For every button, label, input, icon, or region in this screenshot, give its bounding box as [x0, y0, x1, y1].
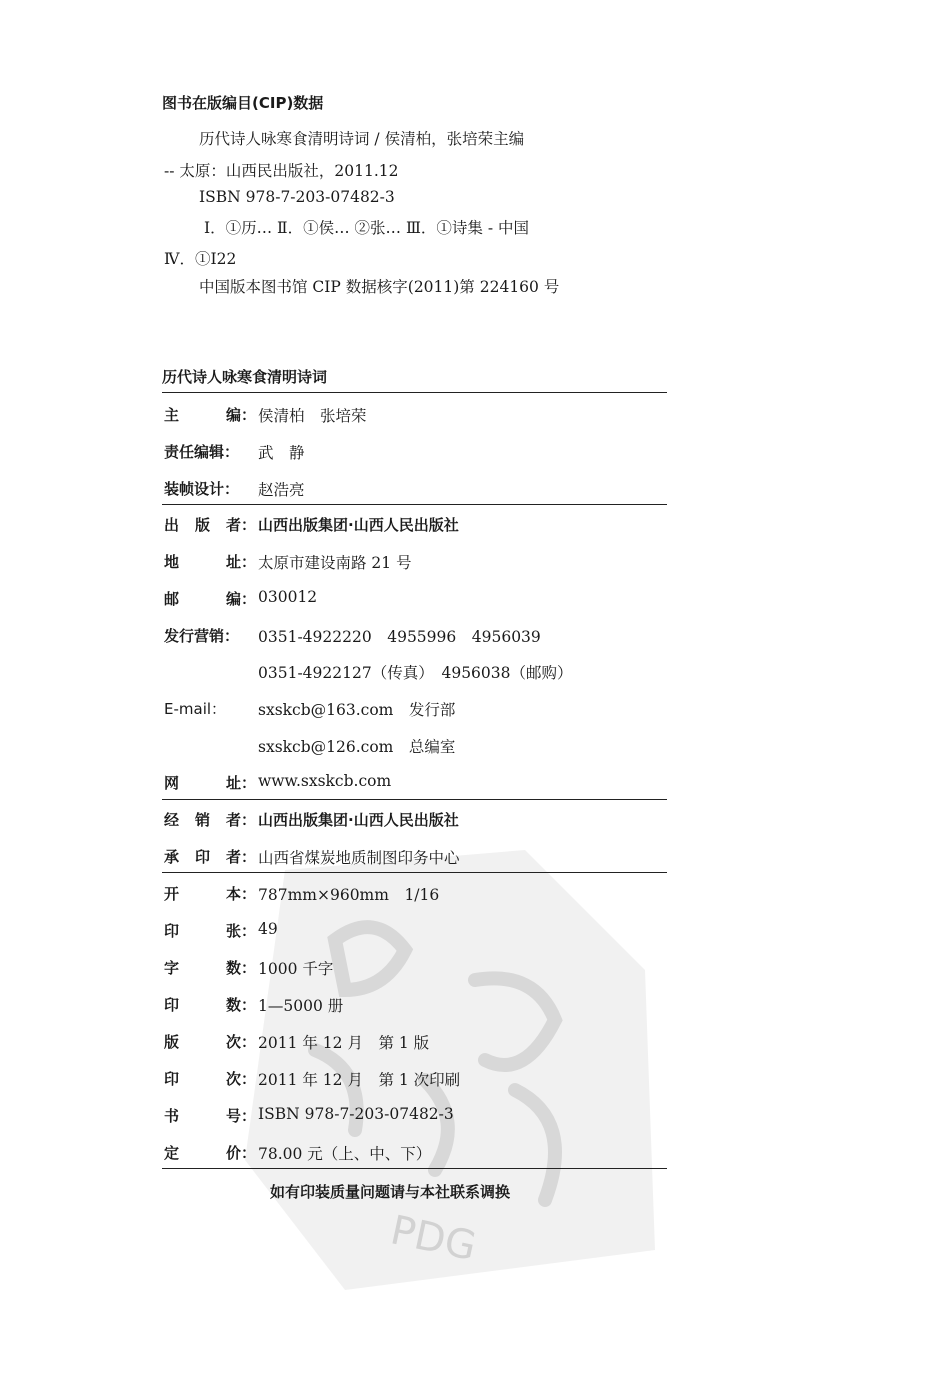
cip-line-3: ISBN 978-7-203-07482-3: [199, 188, 395, 206]
impression-value: 2011 年 12 月 第 1 次印刷: [258, 1071, 461, 1089]
address-label: 地 址：: [164, 553, 256, 571]
edition-value: 2011 年 12 月 第 1 版: [258, 1034, 430, 1052]
divider: [162, 1168, 667, 1169]
book-title: 历代诗人咏寒食清明诗词: [162, 368, 328, 386]
edition-label: 版 次：: [164, 1033, 256, 1051]
cip-line-5: Ⅳ．①I22: [164, 250, 237, 268]
distributor-value: 山西出版集团·山西人民出版社: [258, 811, 459, 829]
sheets-value: 49: [258, 920, 278, 938]
sales-label: 发行营销：: [164, 627, 240, 645]
format-label: 开 本：: [164, 885, 256, 903]
sales-value-2: 0351-4922127（传真） 4956038（邮购）: [258, 664, 573, 682]
email-value: sxskcb@163.com 发行部: [258, 701, 456, 719]
website-label: 网 址：: [164, 774, 256, 792]
watermark-text: PDG: [386, 1207, 481, 1271]
website-value: www.sxskcb.com: [258, 772, 392, 790]
divider: [162, 504, 667, 505]
printer-value: 山西省煤炭地质制图印务中心: [258, 849, 460, 867]
sales-value: 0351-4922220 4955996 4956039: [258, 628, 541, 646]
divider: [162, 872, 667, 873]
postcode-value: 030012: [258, 588, 318, 606]
price-label: 定 价：: [164, 1144, 256, 1162]
cip-heading: 图书在版编目(CIP)数据: [162, 94, 324, 112]
responsible-editor-label: 责任编辑：: [164, 443, 240, 461]
cip-line-6: 中国版本图书馆 CIP 数据核字(2011)第 224160 号: [199, 278, 560, 296]
divider: [162, 392, 667, 393]
isbn-value: ISBN 978-7-203-07482-3: [258, 1105, 454, 1123]
words-value: 1000 千字: [258, 960, 334, 978]
editors-label: 主 编：: [164, 406, 256, 424]
print-run-value: 1—5000 册: [258, 997, 344, 1015]
publisher-value: 山西出版集团·山西人民出版社: [258, 516, 459, 534]
responsible-editor-value: 武 静: [258, 444, 305, 462]
divider: [162, 799, 667, 800]
format-value: 787mm×960mm 1/16: [258, 886, 440, 904]
cip-line-1: 历代诗人咏寒食清明诗词 / 侯清柏，张培荣主编: [199, 130, 525, 148]
printer-label: 承 印 者：: [164, 848, 256, 866]
impression-label: 印 次：: [164, 1070, 256, 1088]
publisher-label: 出 版 者：: [164, 516, 256, 534]
editors-value: 侯清柏 张培荣: [258, 407, 367, 425]
print-run-label: 印 数：: [164, 996, 256, 1014]
distributor-label: 经 销 者：: [164, 811, 256, 829]
designer-value: 赵浩亮: [258, 481, 305, 499]
cip-line-2: -- 太原：山西民出版社，2011.12: [164, 162, 399, 180]
designer-label: 装帧设计：: [164, 480, 240, 498]
sheets-label: 印 张：: [164, 922, 256, 940]
quality-notice: 如有印装质量问题请与本社联系调换: [270, 1183, 511, 1201]
isbn-label: 书 号：: [164, 1107, 256, 1125]
email-value-2: sxskcb@126.com 总编室: [258, 738, 456, 756]
words-label: 字 数：: [164, 959, 256, 977]
email-label: E-mail：: [164, 700, 227, 718]
price-value: 78.00 元（上、中、下）: [258, 1145, 432, 1163]
address-value: 太原市建设南路 21 号: [258, 554, 412, 572]
postcode-label: 邮 编：: [164, 590, 256, 608]
cip-line-4: Ⅰ．①历… Ⅱ．①侯… ②张… Ⅲ．①诗集 - 中国: [204, 219, 529, 237]
